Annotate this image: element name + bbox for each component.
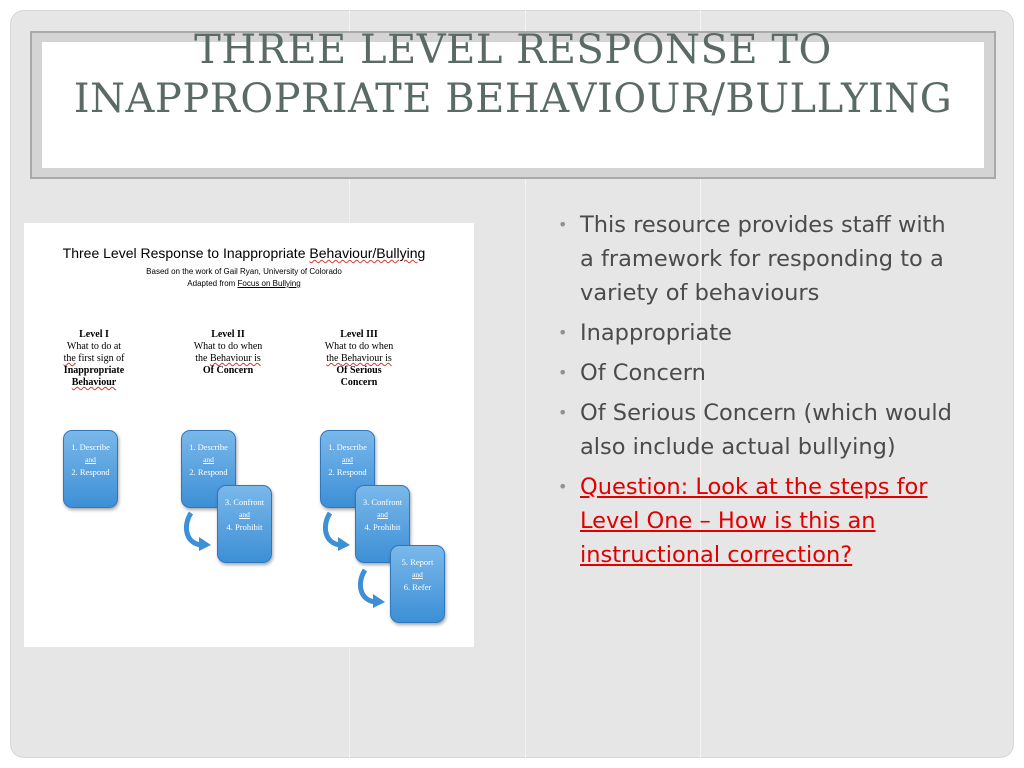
level-2-describe-respond-box: 1. Describe and 2. Respond: [181, 430, 236, 508]
diagram-title: Three Level Response to Inappropriate Behaviour/Bullying: [62, 245, 426, 261]
bullet-item: • Of Serious Concern (which would also include actual bullying): [556, 396, 966, 464]
bullet-list: [556, 208, 966, 578]
slide: [10, 10, 1014, 758]
three-level-diagram: [24, 223, 474, 647]
diagram-source: Adapted from Focus on Bullying: [187, 279, 301, 288]
curved-arrow-icon: [183, 511, 213, 551]
slide-title: THREE LEVEL RESPONSE TO INAPPROPRIATE BEHAVIOUR/BULLYING: [73, 27, 953, 122]
curved-arrow-icon: [322, 511, 352, 551]
question-bullet[interactable]: [556, 470, 966, 572]
question-link[interactable]: Question: Look at the steps for Level One – How is this an instructional correction?: [580, 474, 928, 568]
level-2-confront-prohibit-box: 3. Confront and 4. Prohibit: [217, 485, 272, 563]
bullet-item: • Of Concern: [556, 356, 966, 390]
level-1-describe-respond-box: 1. Describe and 2. Respond: [63, 430, 118, 508]
level-3-describe-respond-box: 1. Describe and 2. Respond: [320, 430, 375, 508]
level-3-confront-prohibit-box: 3. Confront and 4. Prohibit: [355, 485, 410, 563]
curved-arrow-icon: [357, 568, 387, 608]
level-2-heading: Level II What to do when the Behaviour is Of Concern: [193, 329, 263, 376]
bullet-item: • Inappropriate: [556, 316, 966, 350]
bullet-item: • This resource provides staff with a framework for responding to a variety of behaviours: [556, 208, 966, 310]
diagram-subtitle: Based on the work of Gail Ryan, University of Colorado: [146, 267, 342, 276]
level-3-heading: Level III What to do when the Behaviour is Of Serious Concern: [324, 329, 394, 388]
level-3-report-refer-box: 5. Report and 6. Refer: [390, 545, 445, 623]
level-1-heading: Level I What to do at the first sign of Inappropriate Behaviour: [63, 329, 125, 388]
